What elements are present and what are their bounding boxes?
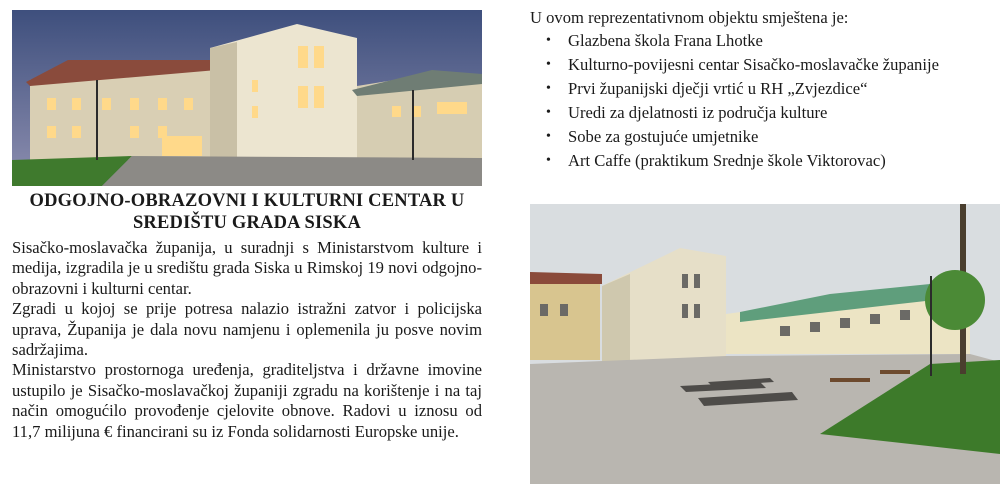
lamp-post xyxy=(96,80,98,160)
lamp-post xyxy=(930,276,932,376)
list-item: • Sobe za gostujuće umjetnike xyxy=(530,126,990,147)
building-dusk-photo xyxy=(12,10,482,186)
tree-crown xyxy=(925,270,985,330)
features-list xyxy=(530,30,990,174)
paragraph: Zgradi u kojoj se prije potresa nalazio istražni zatvor i policijska uprava, Županija je dala novu namjenu i oplemenila ju posve novim sadržajima. xyxy=(12,299,482,360)
list-item: • Prvi županijski dječji vrtić u RH „Zvjezdice“ xyxy=(530,78,990,99)
paragraph: Sisačko-moslavačka županija, u suradnji s Ministarstvom kulture i medija, izgradila je u središtu grada Siska u Rimskoj 19 novi odgojno-obrazovni i kulturni centar. xyxy=(12,238,482,298)
paragraph: Ministarstvo prostornoga uređenja, graditeljstva i državne imovine ustupilo je Sisačko-moslavačkoj županiji zgradu na korištenje i na taj način omogućilo provođenje cjelovite obnove. Radovi u iznosu od 11,7 milijuna € financirani su iz Fonda solidarnosti Europske unije. xyxy=(12,360,482,441)
page-title: ODGOJNO-OBRAZOVNI I KULTURNI CENTAR U SREDIŠTU GRADA SISKA xyxy=(29,191,465,233)
central-block-side xyxy=(210,42,237,162)
features-intro: U ovom reprezentativnom objektu smještena je: xyxy=(530,8,849,27)
left-roof xyxy=(530,272,602,284)
list-item: • Art Caffe (praktikum Srednje škole Viktorovac) xyxy=(530,150,990,171)
left-building xyxy=(530,274,600,360)
list-item: • Kulturno-povijesni centar Sisačko-moslavačke županije xyxy=(530,54,990,75)
list-item: • Uredi za djelatnosti iz područja kulture xyxy=(530,102,990,123)
courtyard-illustration xyxy=(530,204,1000,484)
courtyard-daytime-photo xyxy=(530,204,1000,484)
article-body xyxy=(12,238,482,442)
central-block-side xyxy=(602,274,630,364)
list-item: • Glazbena škola Frana Lhotke xyxy=(530,30,990,51)
pavement xyxy=(102,156,482,186)
lamp-post xyxy=(412,90,414,160)
building-dusk-illustration xyxy=(12,10,482,186)
